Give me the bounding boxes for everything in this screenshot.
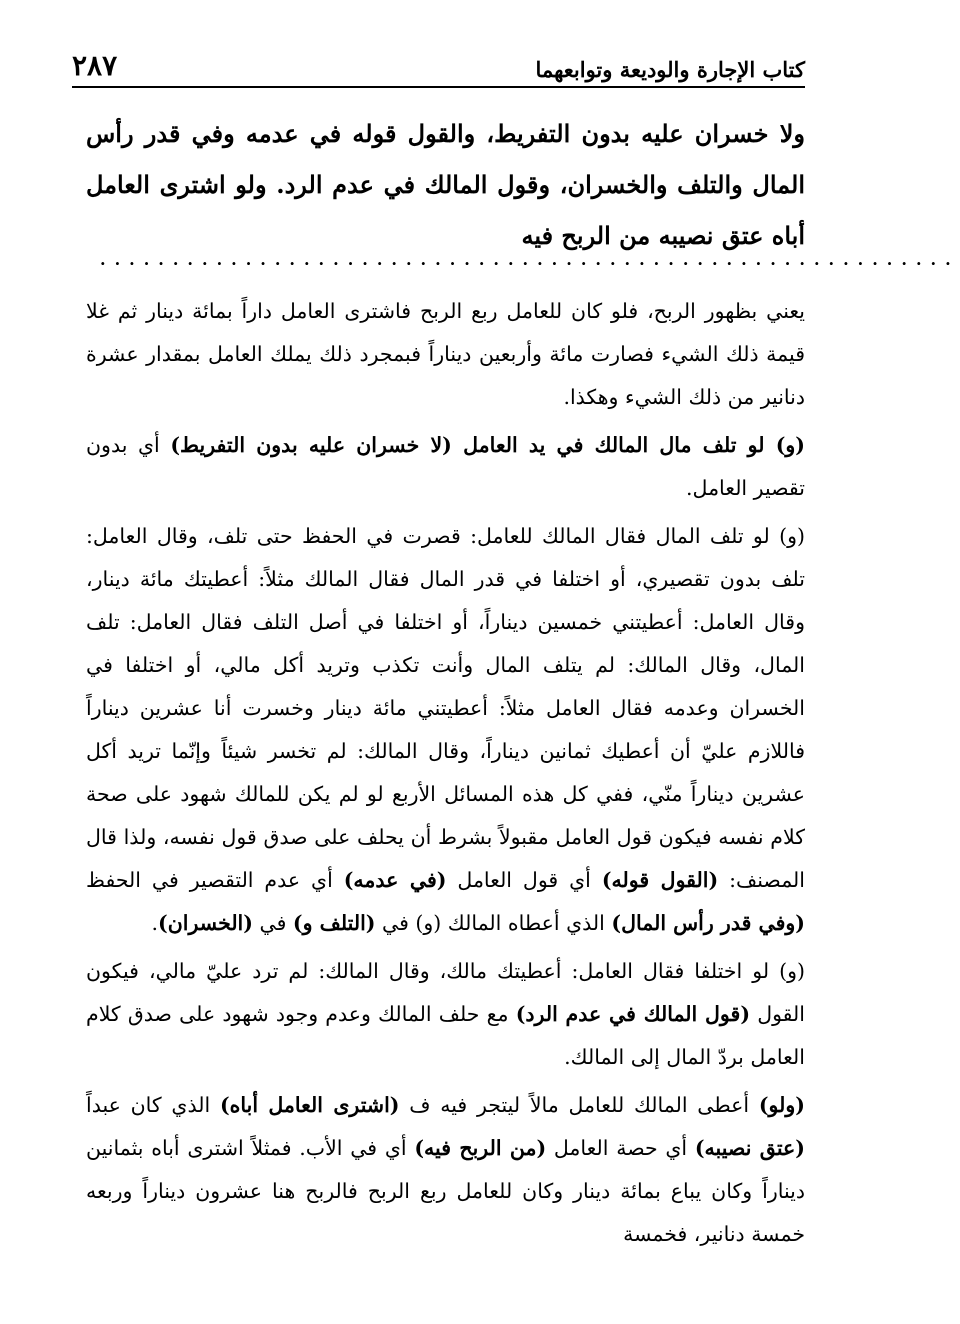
running-title: كتاب الإجارة والوديعة وتوابعهما [535,57,805,82]
text-run: (و) لو تلف مال المالك في يد العامل [451,433,805,457]
commentary-paragraph-4 [86,950,805,1079]
quoted-phrase: (الخسران) [158,911,253,935]
quoted-phrase: (ولو) [758,1093,805,1117]
text-run: أي في الأب. فمثلاً اشترى أباه بثمانين ديناراً وكان يباع بمائة دينار وكان للعامل ربع الربح فالربح هنا عشرون ديناراً وربعه خمسة دنانير، فخمسة [86,1136,805,1246]
text-run: أعطى المالك للعامل مالاً ليتجر فيه ف [399,1093,759,1117]
commentary [86,290,805,1261]
page-number: ٢٨٧ [72,49,118,82]
commentary-paragraph-1: يعني بظهور الربح، فلو كان للعامل ربع الربح فاشترى العامل داراً بمائة دينار ثم غلا قيمة ذلك الشيء فصارت مائة وأربعين ديناراً فبمجرد ذلك يملك العامل بمقدار عشرة دنانير من ذلك الشيء وهكذا. [86,299,805,409]
quoted-phrase: (وفي قدر رأس المال) [611,911,805,935]
commentary-paragraph-2 [86,424,805,510]
quoted-phrase: (في عدمه) [343,868,447,892]
text-run: أي عدم التقصير في الحفظ [86,868,344,892]
text-run: الذي كان عبداً [86,1093,220,1117]
page-header [72,40,805,88]
text-run: . [151,911,159,935]
text-run: الذي أعطاه المالك (و) في [375,911,612,935]
quoted-phrase: (التلف و) [292,911,376,935]
separator-dotted-line: ........................................................... [100,250,960,269]
main-text: ولا خسران عليه بدون التفريط، والقول قوله في عدمه وفي قدر رأس المال والتلف والخسران، وقول المالك في عدم الرد. ولو اشترى العامل أباه عتق نصيبه من الربح فيه [86,119,805,250]
text-run: (و) لو تلف المال فقال المالك للعامل: قصرت في الحفظ حتى تلف، وقال العامل: تلف بدون تقصيري، أو اختلفا في قدر المال فقال المالك مثلاً: أعطيتك مائة دينار، وقال العامل: أعطيتني خمسين ديناراً، أو اختلفا في أصل التلف فقال العامل: تلف المال، وقال المالك: لم يتلف المال وأنت تكذب وتريد أكل مالي، أو اختلفا في الخسران وعدمه فقال العامل مثلاً: أعطيتني مائة دينار وخسرت أنا عشرين ديناراً فاللازم عليّ أن أعطيك ثمانين ديناراً، وقال المالك: لم تخسر شيئاً وإنّما تريد أكل عشرين ديناراً منّي، ففي كل هذه المسائل الأربع لو لم يكن للمالك شهود على صحة كلام نفسه فيكون قول العامل مقبولاً بشرط أن يحلف على صدق قول نفسه، ولذا قال المصنف: [86,524,805,892]
commentary-paragraph-5 [86,1084,805,1256]
text-run: مع حلف المالك وعدم وجود شهود على صدق كلام العامل بردّ المال إلى المالك. [86,1002,805,1069]
text-run: في [252,911,293,935]
text-run: أي قول العامل [446,868,602,892]
quoted-phrase: (اشترى العامل أباه) [219,1093,400,1117]
quoted-phrase: (لا خسران عليه بدون التفريط) [170,433,452,457]
quoted-phrase: (القول قوله) [601,868,719,892]
quoted-phrase: (عتق نصيبه) [694,1136,805,1160]
quoted-phrase: (قول المالك في عدم الرد) [515,1002,751,1026]
text-run: أي بدون تقصير العامل. [86,433,805,500]
commentary-paragraph-3 [86,515,805,945]
quoted-phrase: (من الربح فيه) [414,1136,547,1160]
text-run: (و) لو اختلفا فقال العامل: أعطيتك مالك، وقال المالك: لم ترد عليّ مالي، فيكون القول [86,959,805,1026]
text-run: أي حصة العامل [546,1136,695,1160]
